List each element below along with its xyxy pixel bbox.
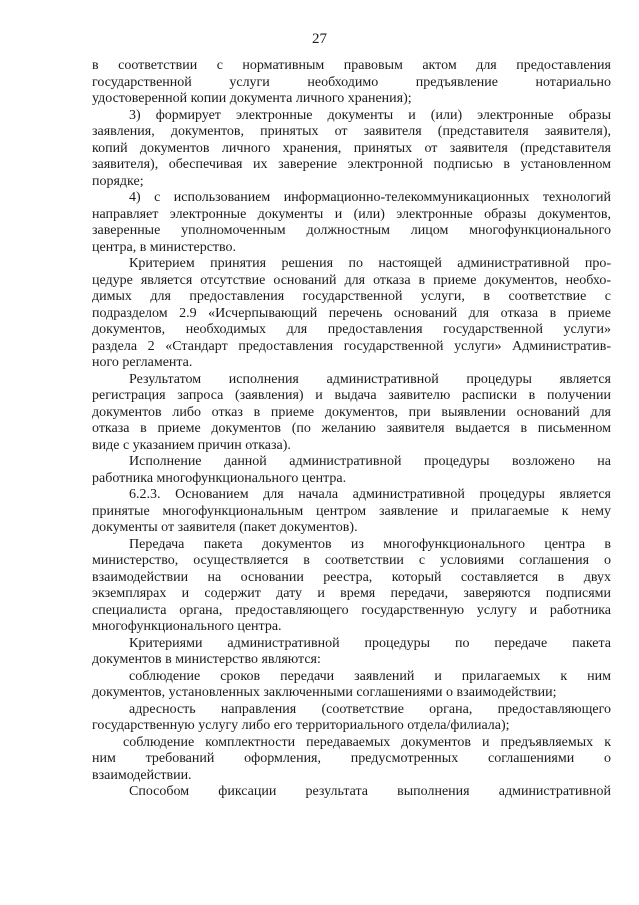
page-number: 27	[312, 31, 327, 47]
text-line: Результатом исполнения административной процедуры является	[129, 371, 611, 387]
text-line: соблюдение сроков передачи заявлений и прилагаемых к ним	[129, 668, 611, 684]
text-line: документов в министерство являются:	[92, 652, 321, 667]
text-line: адресность направления (соответствие органа, предоставляющего	[129, 701, 611, 717]
text-line: взаимодействии на основании реестра, который составляется в двух	[92, 569, 611, 585]
document-body	[92, 58, 611, 801]
text-line: заверенные уполномоченным должностным лицом многофункционального	[92, 223, 611, 238]
text-line: Критерием принятия решения по настоящей административной про-	[129, 256, 611, 271]
text-line: документы от заявителя (пакет документов).	[92, 520, 358, 535]
text-line: ним требований оформления, предусмотренных соглашениями о	[92, 751, 611, 766]
text-line: 6.2.3. Основанием для начала административной процедуры является	[129, 487, 611, 502]
text-line: Способом фиксации результата выполнения административной	[129, 784, 611, 799]
text-line: документов либо отказ в приеме документов, при выявлении оснований для	[92, 404, 611, 420]
text-line: регистрация запроса (заявления) и выдача заявителю расписки в получении	[92, 388, 611, 403]
text-line: удостоверенной копии документа личного хранения);	[92, 91, 412, 106]
text-line: соблюдение комплектности передаваемых документов и предъявляемых к	[123, 734, 611, 750]
text-line: ного регламента.	[92, 355, 193, 370]
text-line: Критериями административной процедуры по передаче пакета	[129, 635, 611, 651]
text-line: многофункционального центра.	[92, 619, 282, 634]
text-line: 3) формирует электронные документы и (или) электронные образы	[129, 107, 611, 123]
text-line: в соответствии с нормативным правовым актом для предоставления	[92, 58, 611, 73]
text-line: димых для предоставления государственной услуги, в соответствие с	[92, 289, 611, 304]
text-line: цедуре является отсутствие оснований для отказа в приеме документов, необхо-	[92, 272, 611, 288]
text-line: заявителя), обеспечивая их заверение электронной подписью в установленном	[92, 157, 611, 172]
text-line: раздела 2 «Стандарт предоставления государственной услуги» Административ-	[92, 338, 611, 354]
text-line: принятые многофункциональным центром заявление и прилагаемые к нему	[92, 503, 611, 519]
text-line: заявления, документов, принятых от заявителя (представителя заявителя),	[92, 124, 611, 139]
text-line: подразделом 2.9 «Исчерпывающий перечень оснований для отказа в приеме	[92, 305, 611, 321]
text-line: центра, в министерство.	[92, 239, 237, 255]
text-line: работника многофункционального центра.	[92, 470, 347, 486]
text-line: государственную услугу либо его территориального отдела/филиала);	[92, 718, 510, 733]
text-line: экземплярах и содержит дату и время передачи, заверяются подписями	[92, 586, 611, 601]
text-line: документов, необходимых для предоставления государственной услуги»	[92, 322, 611, 337]
text-line: специалиста органа, предоставляющего государственную услугу и работника	[92, 602, 611, 618]
text-line: документов, установленных заключенными соглашениями о взаимодействии;	[92, 685, 557, 700]
text-line: Передача пакета документов из многофункционального центра в	[129, 536, 611, 552]
text-line: направляет электронные документы и (или) электронные образы документов,	[92, 206, 611, 222]
text-line: Исполнение данной административной процедуры возложено на	[129, 454, 611, 469]
text-line: взаимодействии.	[92, 767, 192, 783]
text-line: министерство, осуществляется в соответствии с условиями соглашения о	[92, 553, 611, 568]
text-line: государственной услуги необходимо предъявление нотариально	[92, 74, 611, 90]
text-line: порядке;	[92, 173, 144, 189]
text-line: 4) с использованием информационно-телекоммуникационных технологий	[129, 190, 611, 205]
text-line: отказа в приеме документов (по желанию заявителя выдается в письменном	[92, 421, 611, 436]
text-line: виде с указанием причин отказа).	[92, 437, 291, 453]
text-line: копий документов личного хранения, принятых от заявителя (представителя	[92, 140, 611, 156]
